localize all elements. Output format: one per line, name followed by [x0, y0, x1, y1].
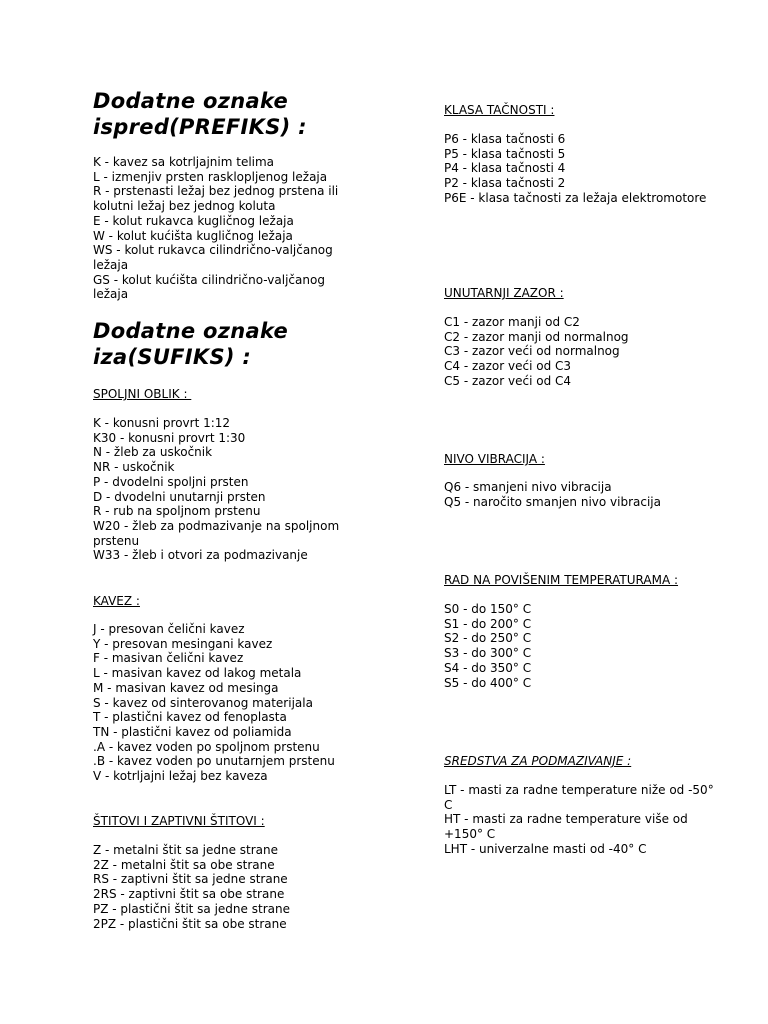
list-item: D - dvodelni unutarnji prsten	[93, 489, 266, 504]
list-item: S3 - do 300° C	[444, 646, 532, 661]
accuracy-title: KLASA TAČNOSTI :	[444, 103, 555, 117]
list-item: M - masivan kavez od mesinga	[93, 680, 279, 695]
list-item: S1 - do 200° C	[444, 616, 532, 631]
list-item: S0 - do 150° C	[444, 602, 532, 616]
prefix-heading-line-2: ispred(PREFIKS) :	[93, 115, 307, 139]
accuracy-list	[444, 132, 706, 206]
list-item: .A - kavez voden po spoljnom prstenu	[93, 739, 320, 754]
list-item: W20 - žleb za podmazivanje na spoljnom prstenu	[93, 518, 340, 548]
list-item: P2 - klasa tačnosti 2	[444, 176, 566, 191]
lubricant-title: SREDSTVA ZA PODMAZIVANJE :	[444, 754, 632, 768]
list-item: Q5 - naročito smanjen nivo vibracija	[444, 494, 661, 509]
suffix-heading	[93, 318, 288, 370]
list-item: C3 - zazor veći od normalnog	[444, 344, 620, 359]
list-item: V - kotrljajni ležaj bez kaveza	[93, 769, 268, 784]
suffix-heading-line-1: Dodatne oznake	[93, 319, 289, 343]
list-item: PZ - plastični štit sa jedne strane	[93, 901, 290, 916]
list-item: P6E - klasa tačnosti za ležaja elektromotore	[444, 190, 707, 205]
list-item: P - dvodelni spoljni prsten	[93, 474, 249, 489]
clearance-list	[444, 315, 629, 389]
list-item: C4 - zazor veći od C3	[444, 359, 572, 374]
list-item: T - plastični kavez od fenoplasta	[93, 710, 287, 725]
list-item: P4 - klasa tačnosti 4	[444, 161, 566, 176]
list-item: W - kolut kućišta kugličnog ležaja	[93, 228, 293, 243]
list-item: E - kolut rukavca kugličnog ležaja	[93, 213, 294, 228]
list-item: R - prstenasti ležaj bez jednog prstena ili kolutni ležaj bez jednog koluta	[93, 184, 339, 214]
temperature-list	[444, 602, 531, 690]
shields-list	[93, 843, 290, 931]
list-item: K - konusni provrt 1:12	[93, 416, 231, 430]
list-item: LT - masti za radne temperature niže od -50° C	[444, 783, 714, 812]
list-item: C5 - zazor veći od C4	[444, 373, 572, 388]
list-item: Z - metalni štit sa jedne strane	[93, 843, 278, 857]
list-item: W33 - žleb i otvori za podmazivanje	[93, 548, 308, 563]
list-item: C2 - zazor manji od normalnog	[444, 329, 629, 344]
suffix-heading-line-2: iza(SUFIKS) :	[93, 345, 252, 369]
list-item: TN - plastični kavez od poliamida	[93, 724, 292, 739]
list-item: F - masivan čelični kavez	[93, 651, 244, 666]
list-item: S2 - do 250° C	[444, 631, 532, 646]
shields-title: ŠTITOVI I ZAPTIVNI ŠTITOVI :	[93, 814, 265, 828]
list-item: S4 - do 350° C	[444, 660, 532, 675]
list-item: 2Z - metalni štit sa obe strane	[93, 857, 275, 872]
list-item: Q6 - smanjeni nivo vibracija	[444, 480, 612, 494]
list-item: S - kavez od sinterovanog materijala	[93, 695, 313, 710]
cage-list	[93, 622, 335, 784]
list-item: NR - uskočnik	[93, 460, 175, 475]
list-item: C1 - zazor manji od C2	[444, 315, 580, 329]
list-item: S5 - do 400° C	[444, 675, 532, 690]
list-item: L - masivan kavez od lakog metala	[93, 666, 302, 681]
list-item: K30 - konusni provrt 1:30	[93, 430, 246, 445]
prefix-heading	[93, 88, 307, 140]
list-item: N - žleb za uskočnik	[93, 445, 213, 460]
list-item: K - kavez sa kotrljajnim telima	[93, 155, 275, 169]
vibration-title: NIVO VIBRACIJA :	[444, 452, 545, 466]
list-item: .B - kavez voden po unutarnjem prstenu	[93, 754, 335, 769]
outer-shape-title: SPOLJNI OBLIK :	[93, 387, 192, 401]
clearance-title: UNUTARNJI ZAZOR :	[444, 286, 564, 300]
list-item: J - presovan čelični kavez	[93, 622, 245, 636]
lubricant-list	[444, 783, 714, 857]
list-item: L - izmenjiv prsten rasklopljenog ležaja	[93, 169, 328, 184]
list-item: R - rub na spoljnom prstenu	[93, 504, 261, 519]
outer-shape-list	[93, 416, 363, 563]
prefix-heading-line-1: Dodatne oznake	[93, 89, 289, 113]
list-item: P6 - klasa tačnosti 6	[444, 132, 566, 146]
list-item: RS - zaptivni štit sa jedne strane	[93, 872, 288, 887]
list-item: 2PZ - plastični štit sa obe strane	[93, 916, 287, 931]
temperature-title: RAD NA POVIŠENIM TEMPERATURAMA :	[444, 573, 679, 587]
list-item: GS - kolut kućišta cilindrično-valjčanog ležaja	[93, 272, 325, 302]
list-item: 2RS - zaptivni štit sa obe strane	[93, 887, 285, 902]
prefix-list	[93, 155, 361, 302]
list-item: Y - presovan mesingani kavez	[93, 636, 273, 651]
cage-title: KAVEZ :	[93, 594, 140, 608]
list-item: LHT - univerzalne masti od -40° C	[444, 841, 647, 856]
vibration-list	[444, 480, 661, 509]
list-item: HT - masti za radne temperature više od +150° C	[444, 812, 688, 842]
list-item: P5 - klasa tačnosti 5	[444, 146, 566, 161]
list-item: WS - kolut rukavca cilindrično-valjčanog ležaja	[93, 243, 333, 272]
